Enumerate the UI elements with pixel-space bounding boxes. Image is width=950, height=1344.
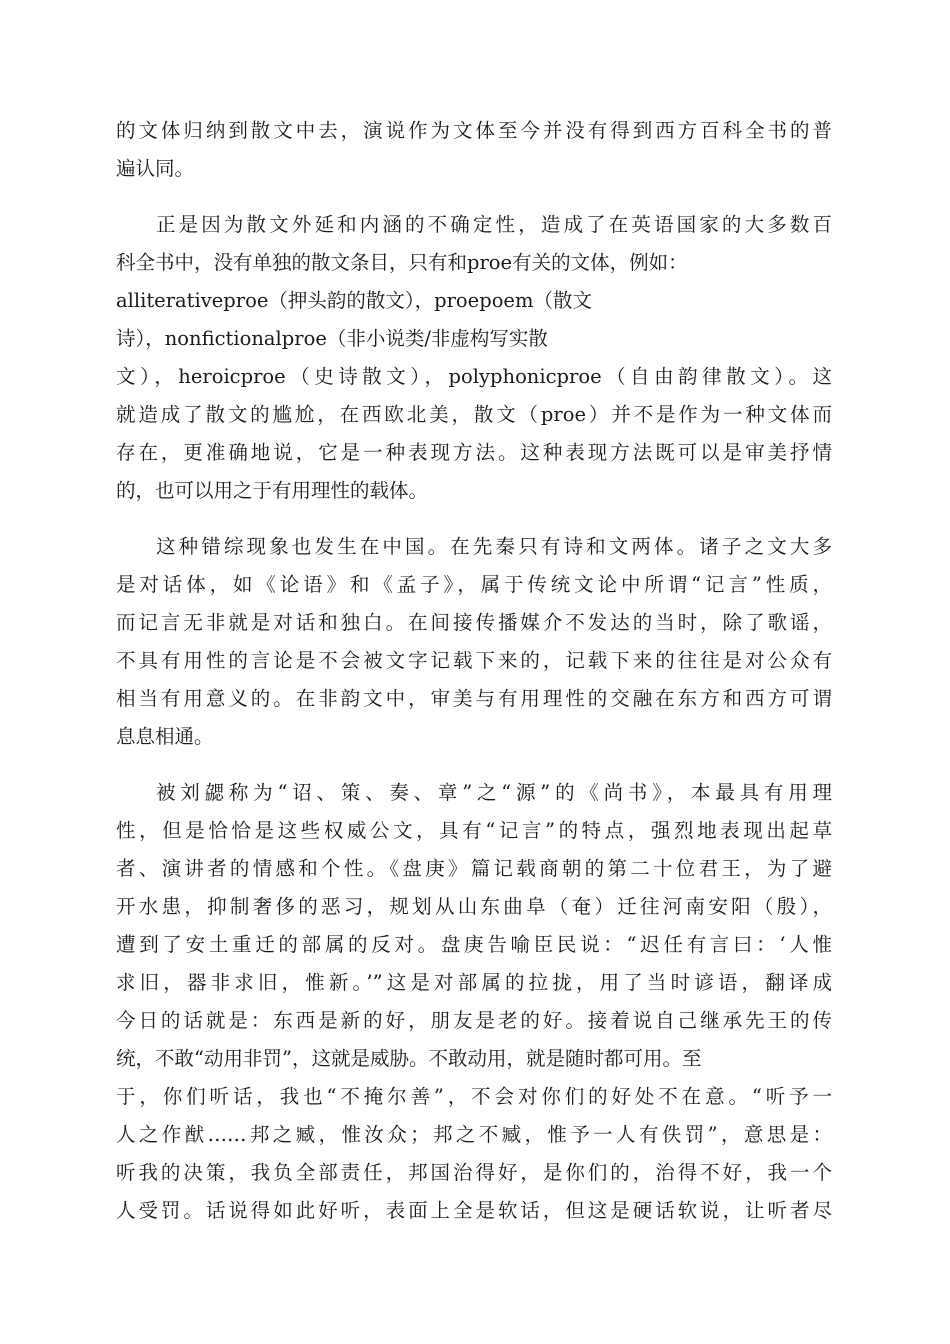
text-line: 就造成了散文的尴尬，在西欧北美，散文（proe）并不是作为一种文体而: [116, 403, 832, 426]
text-line: 存在，更准确地说，它是一种表现方法。这种表现方法既可以是审美抒情: [116, 441, 832, 464]
text-line: 开水患，抑制奢侈的恶习，规划从山东曲阜（奄）迁往河南安阳（殷），: [116, 895, 832, 918]
text-line: 统，不敢“动用非罚”，这就是威胁。不敢动用，就是随时都可用。至: [116, 1047, 702, 1070]
paragraph-1: [116, 112, 832, 188]
text-line: 而记言无非就是对话和独白。在间接传播媒介不发达的当时，除了歌谣，: [116, 611, 832, 634]
text-line: 是对话体，如《论语》和《孟子》，属于传统文论中所谓“记言”性质，: [116, 573, 832, 596]
text-line: 人受罚。话说得如此好听，表面上全是软话，但这是硬话软说，让听者尽: [116, 1199, 832, 1222]
text-line: 这种错综现象也发生在中国。在先秦只有诗和文两体。诸子之文大多: [156, 535, 832, 558]
text-line: 被刘勰称为“诏、策、奏、章”之“源”的《尚书》，本最具有用理: [156, 781, 832, 804]
paragraph-4: [116, 774, 832, 1230]
paragraph-3: [116, 528, 832, 756]
text-line: 诗），nonfictionalproe（非小说类/非虚构写实散: [116, 327, 548, 350]
text-line: 正是因为散文外延和内涵的不确定性，造成了在英语国家的大多数百: [156, 213, 832, 236]
text-line: 科全书中，没有单独的散文条目，只有和proe有关的文体，例如：: [116, 251, 688, 274]
text-line: 者、演讲者的情感和个性。《盘庚》篇记载商朝的第二十位君王，为了避: [116, 857, 832, 880]
text-line: alliterativeproe（押头韵的散文），proepoem（散文: [116, 289, 592, 312]
paragraph-gap: [116, 510, 832, 528]
paragraph-gap: [116, 756, 832, 774]
text-line: 息息相通。: [116, 725, 214, 748]
text-line: 文），heroicproe（史诗散文），polyphonicproe（自由韵律散文）。这: [116, 365, 832, 388]
paragraph-2: [116, 206, 832, 510]
text-line: 遍认同。: [116, 157, 195, 180]
text-line: 听我的决策，我负全部责任，邦国治得好，是你们的，治得不好，我一个: [116, 1161, 832, 1184]
text-line: 相当有用意义的。在非韵文中，审美与有用理性的交融在东方和西方可谓: [116, 687, 832, 710]
text-line: 遭到了安土重迁的部属的反对。盘庚告喻臣民说：“迟任有言曰：‘人惟: [116, 933, 832, 956]
paragraph-gap: [116, 188, 832, 206]
text-line: 今日的话就是：东西是新的好，朋友是老的好。接着说自己继承先王的传: [116, 1009, 832, 1032]
text-line: 的，也可以用之于有用理性的载体。: [116, 479, 429, 502]
document-body: [116, 112, 832, 1230]
text-line: 人之作猷……邦之臧，惟汝众；邦之不臧，惟予一人有佚罚”，意思是：: [116, 1123, 832, 1146]
text-line: 不具有用性的言论是不会被文字记载下来的，记载下来的往往是对公众有: [116, 649, 832, 672]
text-line: 求旧，器非求旧，惟新。’”这是对部属的拉拢，用了当时谚语，翻译成: [116, 971, 832, 994]
text-line: 于，你们听话，我也“不掩尔善”，不会对你们的好处不在意。“听予一: [116, 1085, 832, 1108]
text-line: 的文体归纳到散文中去，演说作为文体至今并没有得到西方百科全书的普: [116, 119, 832, 142]
text-line: 性，但是恰恰是这些权威公文，具有“记言”的特点，强烈地表现出起草: [116, 819, 832, 842]
